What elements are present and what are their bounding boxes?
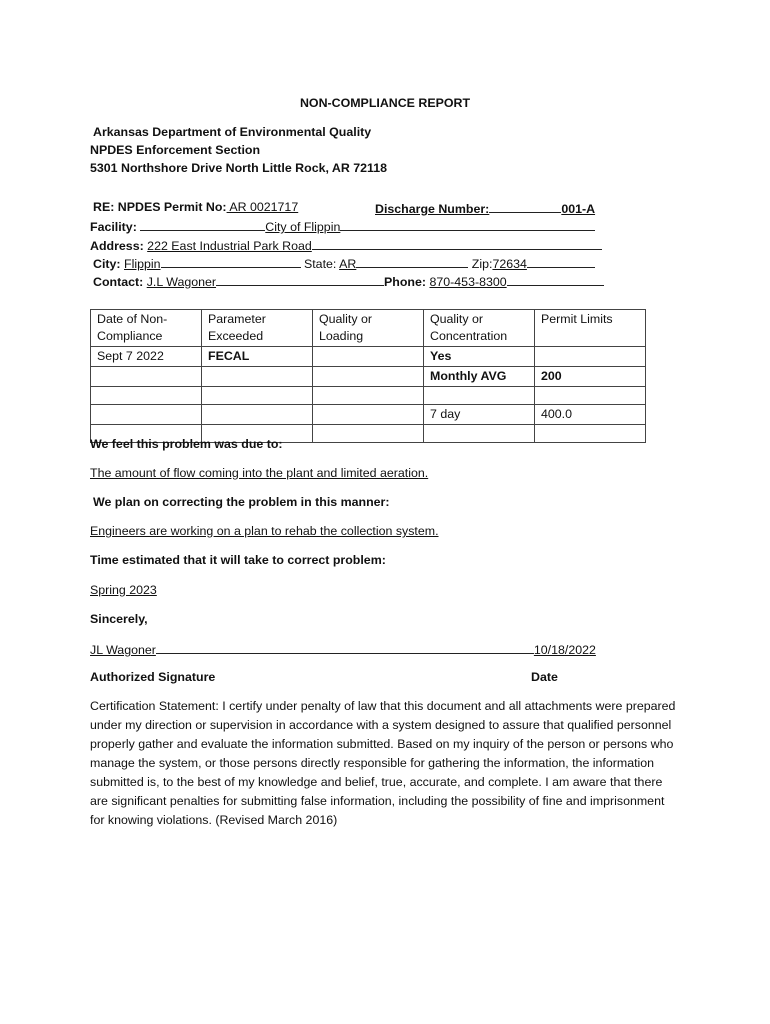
table-cell	[535, 425, 646, 443]
state-fill-line	[356, 254, 468, 268]
facility-value: City of Flippin	[265, 220, 341, 234]
phone-label: Phone:	[384, 275, 427, 289]
table-cell	[202, 387, 313, 405]
signature-row	[90, 640, 596, 658]
table-row	[91, 405, 646, 425]
city-fill-line	[161, 254, 301, 268]
table-row	[91, 347, 646, 367]
phone-value: 870-453-8300	[429, 275, 507, 289]
discharge-fill-line	[489, 199, 561, 213]
permit-number-row	[93, 199, 298, 215]
noncompliance-table	[90, 309, 646, 443]
certification-statement: Certification Statement: I certify under penalty of law that this document and all attachments were prepared under my direction or supervision in accordance with a system designed to assure that qualified personnel properly gather and evaluate the information submitted. Based on my inquiry of the person or persons who manage the system, or those persons directly responsible for gathering the information, the information submitted is, to the best of my knowledge and belief, true, accurate, and complete. I am aware that there are significant penalties for submitting false information, including the possibility of fine and imprisonment for knowing violations. (Revised March 2016)	[90, 699, 676, 827]
table-cell	[313, 367, 424, 387]
closing: Sincerely,	[90, 612, 148, 626]
signature-fill-line	[156, 640, 534, 654]
time-answer: Spring 2023	[90, 583, 157, 597]
table-cell: 200	[535, 367, 646, 387]
contact-value: J.L Wagoner	[146, 275, 217, 289]
permit-number-value: AR 0021717	[226, 200, 299, 214]
cause-answer: The amount of flow coming into the plant and limited aeration.	[90, 466, 429, 480]
table-row	[91, 387, 646, 405]
signature-label: Authorized Signature	[90, 670, 216, 684]
report-title: NON-COMPLIANCE REPORT	[299, 96, 471, 110]
facility-label: Facility:	[90, 220, 137, 234]
table-cell: Sept 7 2022	[91, 347, 202, 367]
permit-number-label: RE: NPDES Permit No:	[93, 200, 227, 214]
table-cell	[313, 347, 424, 367]
agency-address: 5301 Northshore Drive North Little Rock, AR 72118	[90, 161, 388, 175]
table-cell	[313, 405, 424, 425]
state-label: State:	[303, 257, 337, 271]
table-cell	[91, 387, 202, 405]
table-header-cell: Parameter Exceeded	[202, 310, 313, 347]
zip-value: 72634	[492, 257, 527, 271]
table-cell	[535, 387, 646, 405]
table-header-cell: Date of Non-Compliance	[91, 310, 202, 347]
table-row	[91, 367, 646, 387]
date-label: Date	[531, 670, 558, 684]
table-cell	[313, 425, 424, 443]
table-cell	[202, 367, 313, 387]
contact-row	[93, 272, 604, 290]
agency-section: NPDES Enforcement Section	[90, 143, 261, 157]
phone-fill-line	[507, 272, 604, 286]
contact-label: Contact:	[93, 275, 144, 289]
address-row	[90, 236, 602, 254]
table-cell: Monthly AVG	[424, 367, 535, 387]
zip-label: Zip:	[471, 257, 493, 271]
discharge-number-label: Discharge Number:	[375, 202, 490, 216]
table-header-row	[91, 310, 646, 347]
table-header-cell: Quality or Concentration	[424, 310, 535, 347]
table-cell: 400.0	[535, 405, 646, 425]
table-cell	[535, 347, 646, 367]
city-row	[93, 254, 595, 272]
table-cell	[91, 367, 202, 387]
table-header-cell: Quality or Loading	[313, 310, 424, 347]
time-question: Time estimated that it will take to correct problem:	[90, 553, 386, 567]
signature-name: JL Wagoner	[90, 643, 156, 657]
table-cell	[91, 405, 202, 425]
facility-row	[90, 217, 595, 235]
discharge-number-row	[375, 199, 595, 217]
agency-name: Arkansas Department of Environmental Quality	[93, 125, 372, 139]
table-cell: FECAL	[202, 347, 313, 367]
address-fill-line	[312, 236, 602, 250]
plan-answer: Engineers are working on a plan to rehab the collection system.	[90, 524, 439, 538]
state-value: AR	[339, 257, 357, 271]
contact-fill-line	[216, 272, 384, 286]
table-cell	[313, 387, 424, 405]
table-cell: Yes	[424, 347, 535, 367]
address-label: Address:	[90, 239, 144, 253]
cause-question: We feel this problem was due to:	[90, 437, 283, 451]
city-value: Flippin	[124, 257, 161, 271]
facility-fill-line	[140, 217, 265, 231]
discharge-number-value: 001-A	[561, 202, 596, 216]
table-cell	[424, 425, 535, 443]
table-header-cell: Permit Limits	[535, 310, 646, 347]
city-label: City:	[93, 257, 121, 271]
signature-date: 10/18/2022	[533, 643, 596, 657]
zip-fill-line	[527, 254, 595, 268]
facility-fill-line-end	[340, 217, 595, 231]
table-cell	[424, 387, 535, 405]
table-cell	[202, 405, 313, 425]
table-cell: 7 day	[424, 405, 535, 425]
address-value: 222 East Industrial Park Road	[147, 239, 312, 253]
plan-question: We plan on correcting the problem in this manner:	[93, 495, 390, 509]
